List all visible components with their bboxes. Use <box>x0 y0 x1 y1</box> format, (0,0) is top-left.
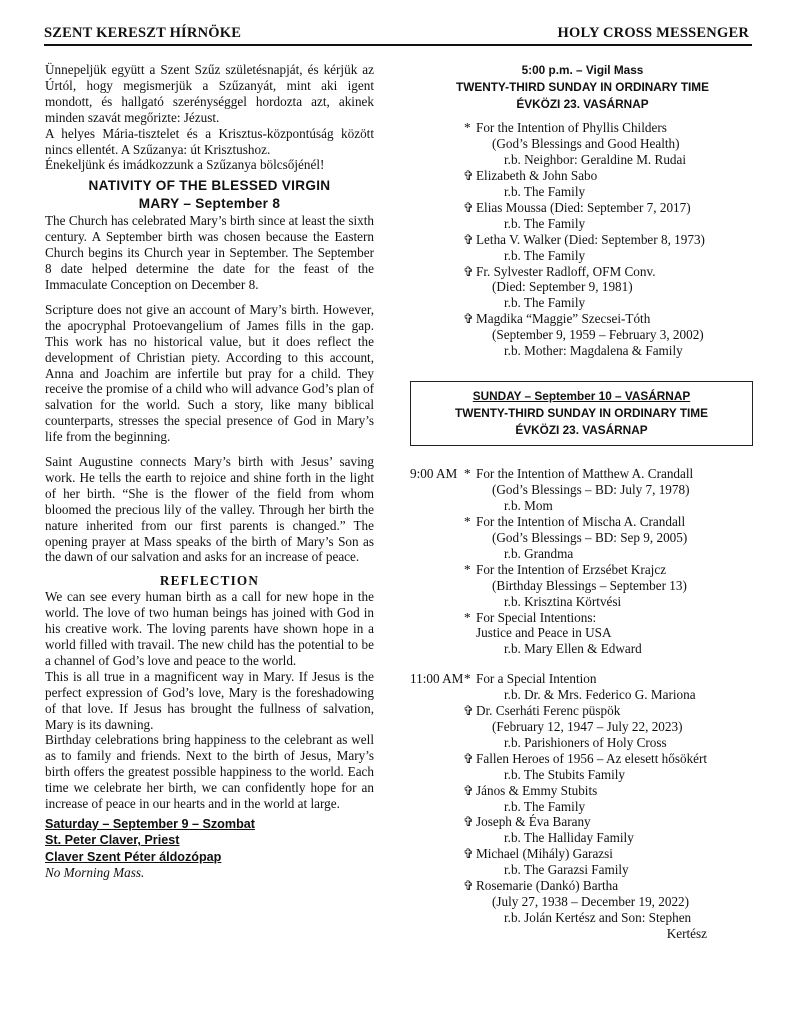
nativity-title-line: NATIVITY OF THE BLESSED VIRGIN <box>88 178 331 194</box>
requested-by: r.b. The Family <box>504 247 586 263</box>
mass-time: 11:00 AM <box>410 671 464 687</box>
requested-by: r.b. The Stubits Family <box>504 766 626 782</box>
mass-intention <box>463 263 755 312</box>
intention-text: For Special Intentions: <box>476 609 597 625</box>
left-column <box>45 62 374 881</box>
mass-9am-intentions <box>410 466 755 657</box>
requested-by: r.b. Mom <box>504 498 553 514</box>
cross-icon: ✞ <box>463 311 475 327</box>
mass-intention <box>463 878 755 942</box>
requested-by: r.b. Jolán Kertész and Son: Stephen <box>504 909 692 925</box>
requested-by: r.b. Mary Ellen & Edward <box>504 641 642 657</box>
saint-name: St. Peter Claver, Priest <box>45 833 180 848</box>
cross-icon: ✞ <box>463 782 475 798</box>
intention-text: For the Intention of Mischa A. Crandall <box>476 514 686 530</box>
intention-text: For the Intention of Phyllis Childers <box>476 120 667 136</box>
masthead-right: HOLY CROSS MESSENGER <box>557 25 749 41</box>
reflection-paragraph: Birthday celebrations bring happiness to the celebrant as well as to family and friends. Next to the birth of Jesus, Mary’s birth offers the greatest possible happiness to the world. Each time we celebrate her birth, we can confidently hope for an increase of peace in our hearts and in the world at large. <box>45 732 374 812</box>
mass-intention <box>464 561 755 610</box>
mass-11am <box>410 671 755 941</box>
sunday-heading-line: TWENTY-THIRD SUNDAY IN ORDINARY TIME <box>455 405 708 420</box>
intention-detail: (July 27, 1938 – December 19, 2022) <box>492 893 690 909</box>
requested-by: r.b. The Garazsi Family <box>504 862 629 878</box>
intro-paragraph: Ünnepeljük együtt a Szent Szűz születésnapját, és kérjük az Úrtól, hogy megismerjük a Szűzanyát, mint aki igent mondott, és hallgató szerénységgel hordozta azt, akinek minden szavát megőrizte: Jézust. <box>45 62 374 125</box>
mass-11am-intentions <box>410 671 755 941</box>
requested-by: r.b. Dr. & Mrs. Federico G. Mariona <box>504 687 696 703</box>
mass-time: 9:00 AM <box>410 466 458 482</box>
mass-intention <box>464 671 755 703</box>
intention-text: Fallen Heroes of 1956 – Az elesett hősökért <box>476 750 708 766</box>
vigil-heading-line: TWENTY-THIRD SUNDAY IN ORDINARY TIME <box>456 79 709 94</box>
requested-by: r.b. The Family <box>504 295 586 311</box>
cross-icon: ✞ <box>463 703 475 719</box>
mass-intention <box>464 120 755 168</box>
requested-by: r.b. Parishioners of Holy Cross <box>504 734 667 750</box>
asterisk-icon: * <box>464 561 471 577</box>
requested-by: r.b. Grandma <box>504 545 574 561</box>
reflection-title: REFLECTION <box>159 573 260 589</box>
intention-text: For the Intention of Erzsébet Krajcz <box>476 561 667 577</box>
asterisk-icon: * <box>464 671 471 687</box>
mass-intention <box>464 609 755 658</box>
nativity-title <box>45 177 374 213</box>
intention-text: Joseph & Éva Barany <box>476 814 591 830</box>
asterisk-icon: * <box>464 120 471 136</box>
sunday-box <box>410 381 753 446</box>
sunday-date-line: SUNDAY – September 10 – VASÁRNAP <box>472 388 691 403</box>
intention-text: Magdika “Maggie” Szecsei-Tóth <box>476 311 651 327</box>
cross-icon: ✞ <box>463 750 475 766</box>
vigil-heading-line: 5:00 p.m. – Vigil Mass <box>521 63 644 77</box>
requested-by: r.b. The Family <box>504 798 586 814</box>
nativity-paragraph: The Church has celebrated Mary’s birth since at least the sixth century. A September birth was chosen because the Eastern Church begins its Church year in September. The September 8 date helped determine the date for the feast of the Immaculate Conception on December 8. <box>45 213 374 292</box>
requested-by-cont: Kertész <box>666 925 707 941</box>
intention-detail: (Birthday Blessings – September 13) <box>492 577 687 593</box>
intention-text: Elizabeth & John Sabo <box>476 168 598 184</box>
intention-text: Michael (Mihály) Garazsi <box>476 846 613 862</box>
vigil-heading-line: ÉVKÖZI 23. VASÁRNAP <box>516 96 649 111</box>
intention-text: Elias Moussa (Died: September 7, 2017) <box>476 199 691 215</box>
requested-by: r.b. Krisztina Körtvési <box>504 593 622 609</box>
reflection-paragraph: This is all true in a magnificent way in Mary. If Jesus is the perfect expression of God’s love, Mary is the foreshadowing of that love. If Jesus has brought the fullness of salvation, Mary is its dawning. <box>45 668 374 732</box>
mass-intention <box>463 231 755 264</box>
intention-text: Justice and Peace in USA <box>476 625 612 641</box>
mass-intention <box>464 514 755 562</box>
intention-detail: (God’s Blessings – BD: July 7, 1978) <box>492 482 690 498</box>
asterisk-icon: * <box>464 609 471 625</box>
nativity-paragraph: Saint Augustine connects Mary’s birth with Jesus’ saving work. He tells the earth to rejoice and shine forth in the light of her birth. “She is the flower of the field from whom bloomed the precious lily of the valley. Through her birth the nature inherited from our first parents is changed.” The opening prayer at Mass speaks of the birth of Mary’s Son as the dawn of our salvation and asks for an increase of peace. <box>45 454 374 565</box>
right-column <box>410 62 755 942</box>
asterisk-icon: * <box>464 466 471 482</box>
cross-icon: ✞ <box>463 263 475 279</box>
intention-detail: (September 9, 1959 – February 3, 2002) <box>492 327 704 343</box>
asterisk-icon: * <box>464 514 471 530</box>
masthead-left: SZENT KERESZT HÍRNÖKE <box>44 25 242 41</box>
nativity-title-line: MARY – September 8 <box>138 196 281 212</box>
cross-icon: ✞ <box>463 199 475 215</box>
intention-detail: (God’s Blessings and Good Health) <box>492 136 680 152</box>
mass-intention <box>463 846 755 878</box>
saturday-note: No Morning Mass. <box>45 865 145 881</box>
intention-text: Rosemarie (Dankó) Bartha <box>476 878 619 894</box>
saturday-heading: Saturday – September 9 – Szombat <box>45 816 255 831</box>
mass-intention <box>463 199 755 232</box>
intro-paragraph: A helyes Mária-tisztelet és a Krisztus-központúság között nincs ellentét. A Szűzanya: út Krisztushoz. <box>45 125 374 157</box>
intention-text: For a Special Intention <box>476 671 597 687</box>
cross-icon: ✞ <box>463 231 475 247</box>
vigil-heading <box>410 62 755 112</box>
requested-by: r.b. The Halliday Family <box>504 830 634 846</box>
saint-name-hu: Claver Szent Péter áldozópap <box>45 849 222 864</box>
header-rule <box>44 44 752 46</box>
mass-intention <box>463 750 755 783</box>
requested-by: r.b. Neighbor: Geraldine M. Rudai <box>504 152 687 168</box>
intention-detail: (God’s Blessings – BD: Sep 9, 2005) <box>492 530 688 545</box>
cross-icon: ✞ <box>463 878 475 894</box>
intention-text: Dr. Cserháti Ferenc püspök <box>476 703 621 719</box>
mass-intention <box>463 703 755 751</box>
intention-text: For the Intention of Matthew A. Crandall <box>476 466 694 482</box>
mass-intention <box>463 814 755 846</box>
reflection-paragraph: We can see every human birth as a call for new hope in the world. The love of two human beings has joined with God in his creative work. The loving parents have shown hope in a world filled with travail. The new child has the potential to be a channel of God’s love and peace to the world. <box>45 589 374 668</box>
cross-icon: ✞ <box>463 846 475 862</box>
intention-text: Fr. Sylvester Radloff, OFM Conv. <box>476 263 656 279</box>
intention-detail: (February 12, 1947 – July 22, 2023) <box>492 718 683 734</box>
mass-intention <box>464 466 755 514</box>
mass-9am <box>410 466 755 657</box>
intention-detail: (Died: September 9, 1981) <box>492 279 633 295</box>
mass-intention <box>463 168 755 200</box>
mass-intention <box>463 311 755 359</box>
requested-by: r.b. The Family <box>504 215 586 231</box>
intention-text: Letha V. Walker (Died: September 8, 1973) <box>476 231 705 247</box>
cross-icon: ✞ <box>463 814 475 830</box>
intention-text: János & Emmy Stubits <box>476 782 598 798</box>
requested-by: r.b. Mother: Magdalena & Family <box>504 343 683 359</box>
cross-icon: ✞ <box>463 168 475 184</box>
nativity-paragraph: Scripture does not give an account of Mary’s birth. However, the apocryphal Protoevangelium of James fills in the gap. This work has no historical value, but it does reflect the development of Christian piety. According to this account, Anna and Joachim are infertile but pray for a child. They receive the promise of a child who will advance God’s plan of salvation for the world. Such a story, like many biblical counterparts, stresses the special presence of God in Mary’s life from the beginning. <box>45 301 374 445</box>
vigil-intentions <box>410 120 755 359</box>
intro-paragraph: Énekeljünk és imádkozzunk a Szűzanya bölcsőjénél! <box>45 157 325 173</box>
sunday-heading-line: ÉVKÖZI 23. VASÁRNAP <box>515 422 648 437</box>
mass-intention <box>463 782 755 815</box>
requested-by: r.b. The Family <box>504 184 586 200</box>
